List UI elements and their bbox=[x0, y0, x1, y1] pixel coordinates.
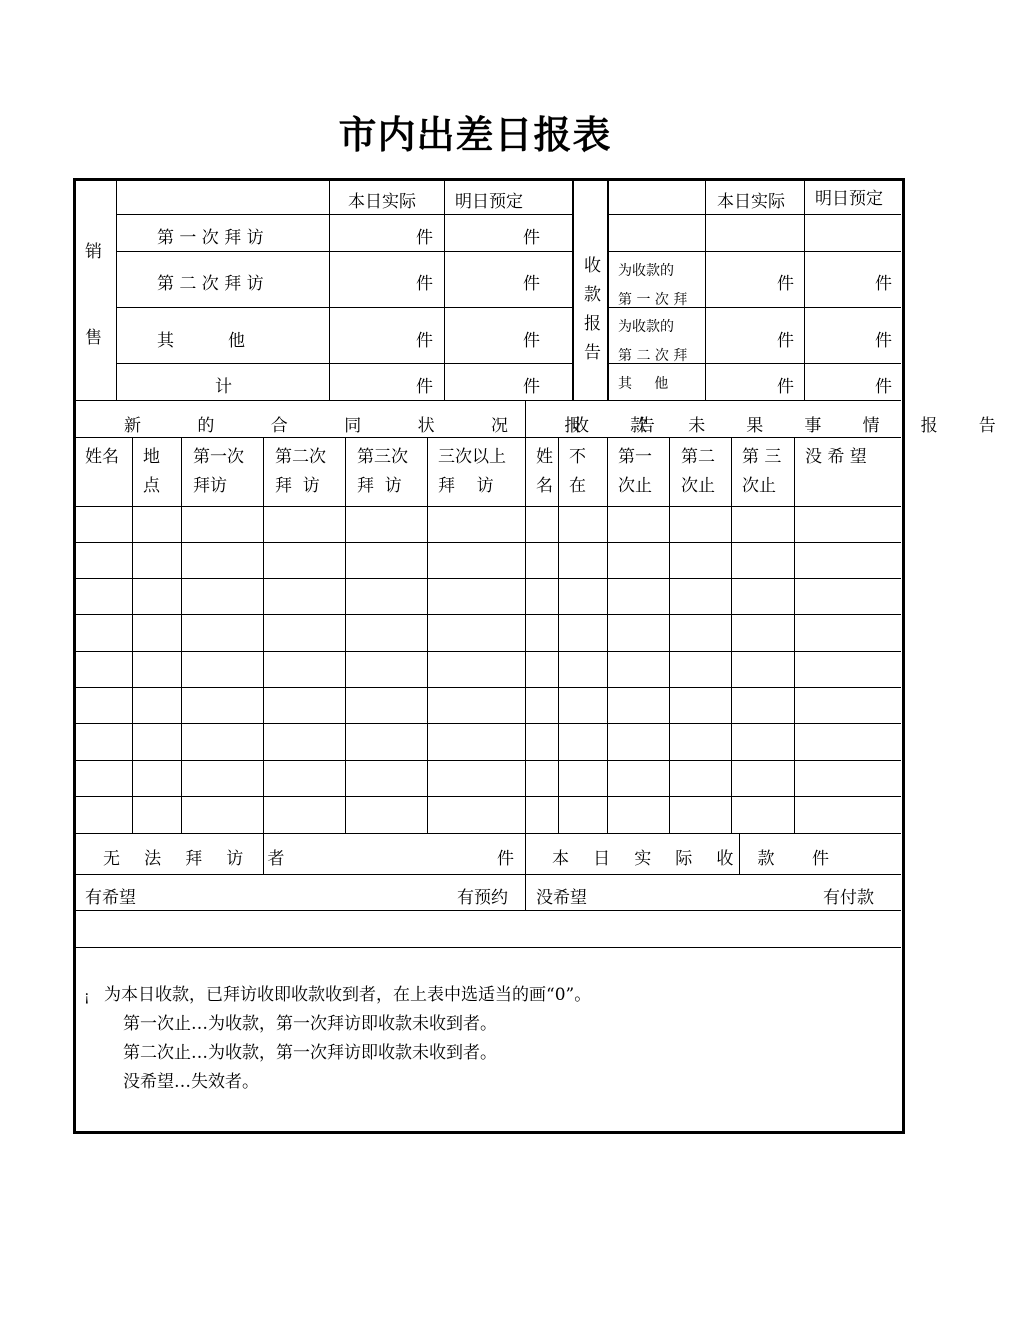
unit-label: 件 bbox=[875, 274, 892, 294]
collection-row-second-line1: 为收款的 bbox=[618, 319, 674, 335]
unit-label: 件 bbox=[523, 377, 540, 397]
grid-line bbox=[329, 180, 330, 400]
grid-line bbox=[75, 796, 901, 797]
col-header-name: 姓名 bbox=[85, 447, 119, 467]
col-header-second-visit: 第二次 bbox=[275, 447, 326, 467]
grid-line bbox=[525, 437, 526, 833]
unit-label: 件 bbox=[777, 274, 794, 294]
sales-side-label-1: 销 bbox=[85, 242, 102, 262]
col-header-more-visits-2: 拜 访 bbox=[438, 476, 494, 496]
status-no-hope: 没希望 bbox=[536, 888, 587, 908]
notes-line-2: 第一次止…为收款，第一次拜访即收款未收到者。 bbox=[123, 1014, 497, 1034]
grid-line bbox=[75, 947, 901, 948]
collection-side-label: 报 bbox=[584, 314, 601, 334]
unit-label: 件 bbox=[416, 274, 433, 294]
unit-label: 件 bbox=[416, 377, 433, 397]
sales-col-planned: 明日预定 bbox=[455, 192, 523, 212]
collection-row-other: 其 他 bbox=[618, 376, 669, 392]
collection-col-actual: 本日实际 bbox=[717, 192, 785, 212]
grid-line bbox=[75, 687, 901, 688]
grid-line bbox=[607, 214, 901, 215]
unit-label: 件 bbox=[523, 228, 540, 248]
grid-line bbox=[75, 760, 901, 761]
grid-line bbox=[116, 363, 572, 364]
col-header-more-visits: 三次以上 bbox=[438, 447, 506, 467]
sales-col-actual: 本日实际 bbox=[348, 192, 416, 212]
notes-line-3: 第二次止…为收款，第一次拜访即收款未收到者。 bbox=[123, 1043, 497, 1063]
grid-line bbox=[705, 180, 706, 400]
collection-side-label: 款 bbox=[584, 285, 601, 305]
unit-label: 件 bbox=[523, 331, 540, 351]
col-header-location-2: 点 bbox=[143, 476, 160, 496]
notes-bullet: ¡ bbox=[84, 989, 90, 1005]
section-new-contracts: 新 的 合 同 状 况 报 告 bbox=[124, 416, 681, 436]
grid-line bbox=[75, 910, 901, 911]
grid-line bbox=[75, 400, 901, 401]
unit-label: 件 bbox=[497, 849, 514, 869]
collection-side-label: 告 bbox=[584, 343, 601, 363]
unit-label: 件 bbox=[812, 849, 829, 869]
col-header-first-stop-2: 次止 bbox=[618, 476, 652, 496]
grid-line bbox=[132, 437, 133, 833]
sales-row-total: 计 bbox=[215, 377, 232, 397]
collection-row-first-line1: 为收款的 bbox=[618, 263, 674, 279]
grid-line bbox=[525, 874, 526, 910]
grid-line bbox=[607, 180, 609, 400]
unit-label: 件 bbox=[875, 331, 892, 351]
grid-line bbox=[263, 437, 264, 833]
grid-line bbox=[794, 437, 795, 833]
grid-line bbox=[75, 874, 901, 875]
unit-label: 件 bbox=[777, 377, 794, 397]
grid-line bbox=[75, 723, 901, 724]
grid-line bbox=[525, 833, 526, 874]
grid-line bbox=[116, 251, 572, 252]
collection-side-label: 收 bbox=[584, 256, 601, 276]
sales-row-other: 其 他 bbox=[157, 331, 246, 351]
unit-label: 件 bbox=[777, 331, 794, 351]
unit-label: 件 bbox=[523, 274, 540, 294]
unit-label: 件 bbox=[875, 377, 892, 397]
col-header-location: 地 bbox=[143, 447, 160, 467]
col-header-first-visit-2: 拜访 bbox=[193, 476, 227, 496]
grid-line bbox=[558, 437, 559, 833]
unit-label: 件 bbox=[416, 228, 433, 248]
grid-line bbox=[75, 578, 901, 579]
col-header-r-name-2: 名 bbox=[536, 476, 553, 496]
notes-line-4: 没希望…失效者。 bbox=[123, 1072, 259, 1092]
grid-line bbox=[572, 180, 574, 400]
col-header-absent-2: 在 bbox=[569, 476, 586, 496]
cannot-visit-label: 无 法 拜 访 者 bbox=[103, 849, 294, 869]
collection-row-second-line2: 第 二 次 拜 bbox=[618, 348, 688, 364]
grid-line bbox=[75, 614, 901, 615]
col-header-second-stop-2: 次止 bbox=[681, 476, 715, 496]
notes-line-1: 为本日收款，已拜访收即收款收到者，在上表中选适当的画“0”。 bbox=[104, 985, 592, 1005]
grid-line bbox=[116, 180, 117, 400]
grid-line bbox=[75, 651, 901, 652]
grid-line bbox=[804, 180, 805, 400]
collection-col-planned: 明日预定 bbox=[815, 189, 883, 209]
grid-line bbox=[731, 437, 732, 833]
grid-line bbox=[427, 437, 428, 833]
col-header-r-name: 姓 bbox=[536, 447, 553, 467]
grid-line bbox=[607, 437, 608, 833]
status-hopeful: 有希望 bbox=[85, 888, 136, 908]
grid-line bbox=[345, 437, 346, 833]
col-header-first-stop: 第一 bbox=[618, 447, 652, 467]
col-header-first-visit: 第一次 bbox=[193, 447, 244, 467]
grid-line bbox=[75, 542, 901, 543]
status-appointment: 有预约 bbox=[457, 888, 508, 908]
page-title: 市内出差日报表 bbox=[338, 113, 612, 157]
sales-side-label-2: 售 bbox=[85, 328, 102, 348]
grid-line bbox=[669, 437, 670, 833]
col-header-third-visit-2: 拜 访 bbox=[357, 476, 402, 496]
grid-line bbox=[75, 833, 901, 834]
col-header-second-visit-2: 拜 访 bbox=[275, 476, 320, 496]
unit-label: 件 bbox=[416, 331, 433, 351]
col-header-absent: 不 bbox=[569, 447, 586, 467]
grid-line bbox=[181, 437, 182, 833]
col-header-second-stop: 第二 bbox=[681, 447, 715, 467]
sales-row-first-visit: 第 一 次 拜 访 bbox=[157, 228, 264, 248]
section-unpaid-collections: 收 款 未 果 事 情 报 告 bbox=[572, 416, 1014, 436]
col-header-third-stop: 第 三 bbox=[742, 447, 782, 467]
grid-line bbox=[75, 437, 901, 438]
sales-row-second-visit: 第 二 次 拜 访 bbox=[157, 274, 264, 294]
collection-row-first-line2: 第 一 次 拜 bbox=[618, 292, 688, 308]
status-paid: 有付款 bbox=[823, 888, 874, 908]
col-header-third-visit: 第三次 bbox=[357, 447, 408, 467]
col-header-third-stop-2: 次止 bbox=[742, 476, 776, 496]
grid-line bbox=[444, 180, 445, 400]
grid-line bbox=[75, 506, 901, 507]
grid-line bbox=[116, 214, 572, 215]
grid-line bbox=[607, 251, 901, 252]
today-collected-label: 本 日 实 际 收 款 bbox=[552, 849, 784, 869]
grid-line bbox=[116, 307, 572, 308]
col-header-no-hope: 没 希 望 bbox=[805, 447, 867, 467]
